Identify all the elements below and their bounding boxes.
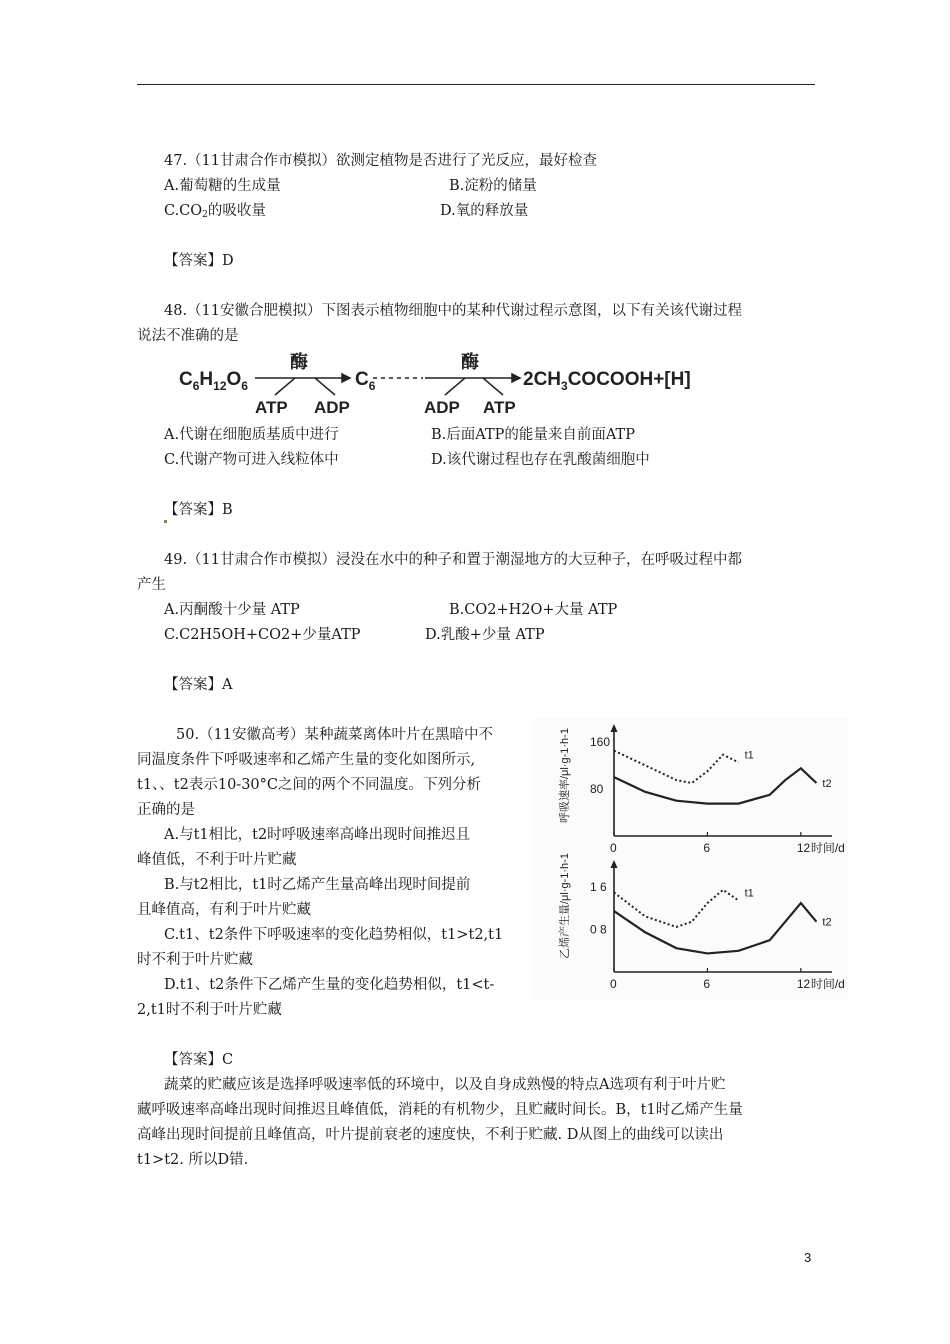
q47-option-a: A.葡萄糖的生成量 [164,178,281,194]
q50-explanation-line3: 高峰出现时间提前且峰值高，叶片提前衰老的速度快，不利于贮藏. D从图上的曲线可以读出 [137,1127,724,1143]
q49-answer: 【答案】A [164,677,233,693]
q50-stem-line2: 同温度条件下呼吸速率和乙烯产生量的变化如图所示, [137,752,476,768]
q48-option-b: B.后面ATP的能量来自前面ATP [431,427,635,443]
q50-option-b-line2: 且峰值高，有利于叶片贮藏 [137,902,311,918]
q50-option-d-line2: 2,t1时不利于叶片贮藏 [137,1002,282,1018]
q49-option-a: A.丙酮酸十少量 ATP [164,602,300,618]
q50-explanation-line4: t1>t2. 所以D错. [137,1152,249,1168]
arrow-to-adp-1 [315,378,335,395]
q50-stem-line3: t1、、t2表示10-30°C之间的两个不同温度。下列分析 [137,777,481,793]
q50-option-a-line1: A.与t1相比，t2时呼吸速率高峰出现时间推迟且 [164,827,471,843]
q47-option-c: $C.CO_2$的吸收量 [164,203,266,220]
q47-answer: 【答案】D [164,253,234,269]
series-label-t2: t2 [822,916,832,929]
q48-stem-line2: 说法不准确的是 [137,328,239,344]
q50-charts [532,718,848,1000]
c6-label: $C_6$ [355,369,376,393]
enzyme-label-2: 酶 [461,352,479,372]
q49-option-d: D.乳酸+少量 ATP [425,627,545,643]
y-axis-label: 乙烯产生量/μl·g-1·h-1 [559,853,571,959]
header-rule [137,84,815,85]
x-tick-label: 12 [796,841,811,855]
y-tick-label: 1 6 [590,880,607,895]
q50-option-c-line1: C.t1、t2条件下呼吸速率的变化趋势相似，t1>t2,t1 [164,927,504,943]
x-tick-label: 12 [796,977,811,991]
q48-option-d: D.该代谢过程也存在乳酸菌细胞中 [431,452,650,468]
x-tick-label: 6 [703,841,711,855]
q50-option-a-line2: 峰值低，不利于叶片贮藏 [137,852,297,868]
glucose-formula: $C_6H_{12}O_6$ [179,369,248,393]
q47-stem: 47.（11甘肃合作市模拟）欲测定植物是否进行了光反应，最好检查 [164,153,598,169]
q50-option-d-line1: D.t1、t2条件下乙烯产生量的变化趋势相似，t1<t- [164,977,495,993]
y-tick-label: 80 [590,781,604,796]
atp-label-1: ATP [255,398,288,417]
series-label-t1: t1 [744,749,754,762]
adp-label-1: ADP [314,398,350,417]
q50-option-b-line1: B.与t2相比，t1时乙烯产生量高峰出现时间提前 [164,877,471,893]
x-axis-label: 时间/d [810,841,845,855]
q48-option-a: A.代谢在细胞质基质中进行 [164,427,339,443]
q49-option-b: B.CO2+H2O+大量 ATP [449,602,618,618]
page-number: 3 [804,1250,812,1265]
x-tick-label: 6 [703,977,711,991]
q50-explanation-line2: 藏呼吸速率高峰出现时间推迟且峰值低，消耗的有机物少，且贮藏时间长。B，t1时乙烯产生量 [137,1102,743,1118]
stray-mark [164,520,167,523]
q48-option-c: C.代谢产物可进入线粒体中 [164,452,339,468]
q49-stem-line1: 49.（11甘肃合作市模拟）浸没在水中的种子和置于潮湿地方的大豆种子，在呼吸过程中都 [164,552,743,568]
y-tick-label: 160 [590,734,611,749]
q49-option-c: C.C2H5OH+CO2+少量ATP [164,627,361,643]
y-tick-label: 0 8 [590,922,607,937]
enzyme-label-1: 酶 [290,352,308,372]
q50-stem-line1: 50.（11安徽高考）某种蔬菜离体叶片在黑暗中不 [176,727,494,743]
x-tick-label: 0 [610,977,617,991]
series-label-t1: t1 [744,887,754,900]
adp-to-arrow-2 [445,378,465,395]
q50-explanation-line1: 蔬菜的贮藏应该是选择呼吸速率低的环境中，以及自身成熟慢的特点A选项有利于叶片贮 [164,1077,726,1093]
arrow-to-atp-2 [483,378,503,395]
arrow-1-head [342,374,350,382]
adp-label-2: ADP [424,398,460,417]
q47-option-b: B.淀粉的储量 [449,178,537,194]
x-axis-label: 时间/d [810,977,845,991]
q47-option-d: D.氧的释放量 [440,203,529,219]
charts-background [532,718,848,1000]
y-axis-label: 呼吸速率/μl·g-1·h-1 [559,728,571,823]
arrow-2-head [512,374,520,382]
q50-answer: 【答案】C [164,1052,234,1068]
q49-stem-line2: 产生 [137,577,166,593]
product-formula: $2CH_3COCOOH+[H]$ [523,369,691,393]
q50-stem-line4: 正确的是 [137,802,195,818]
atp-label-2: ATP [483,398,516,417]
metabolism-diagram [175,350,705,422]
q48-answer: 【答案】B [164,502,233,518]
q48-stem-line1: 48.（11安徽合肥模拟）下图表示植物细胞中的某种代谢过程示意图，以下有关该代谢过程 [164,303,743,319]
x-tick-label: 0 [610,841,617,855]
atp-to-arrow-1 [275,378,295,395]
series-label-t2: t2 [822,778,832,790]
q50-option-c-line2: 时不利于叶片贮藏 [137,952,253,968]
